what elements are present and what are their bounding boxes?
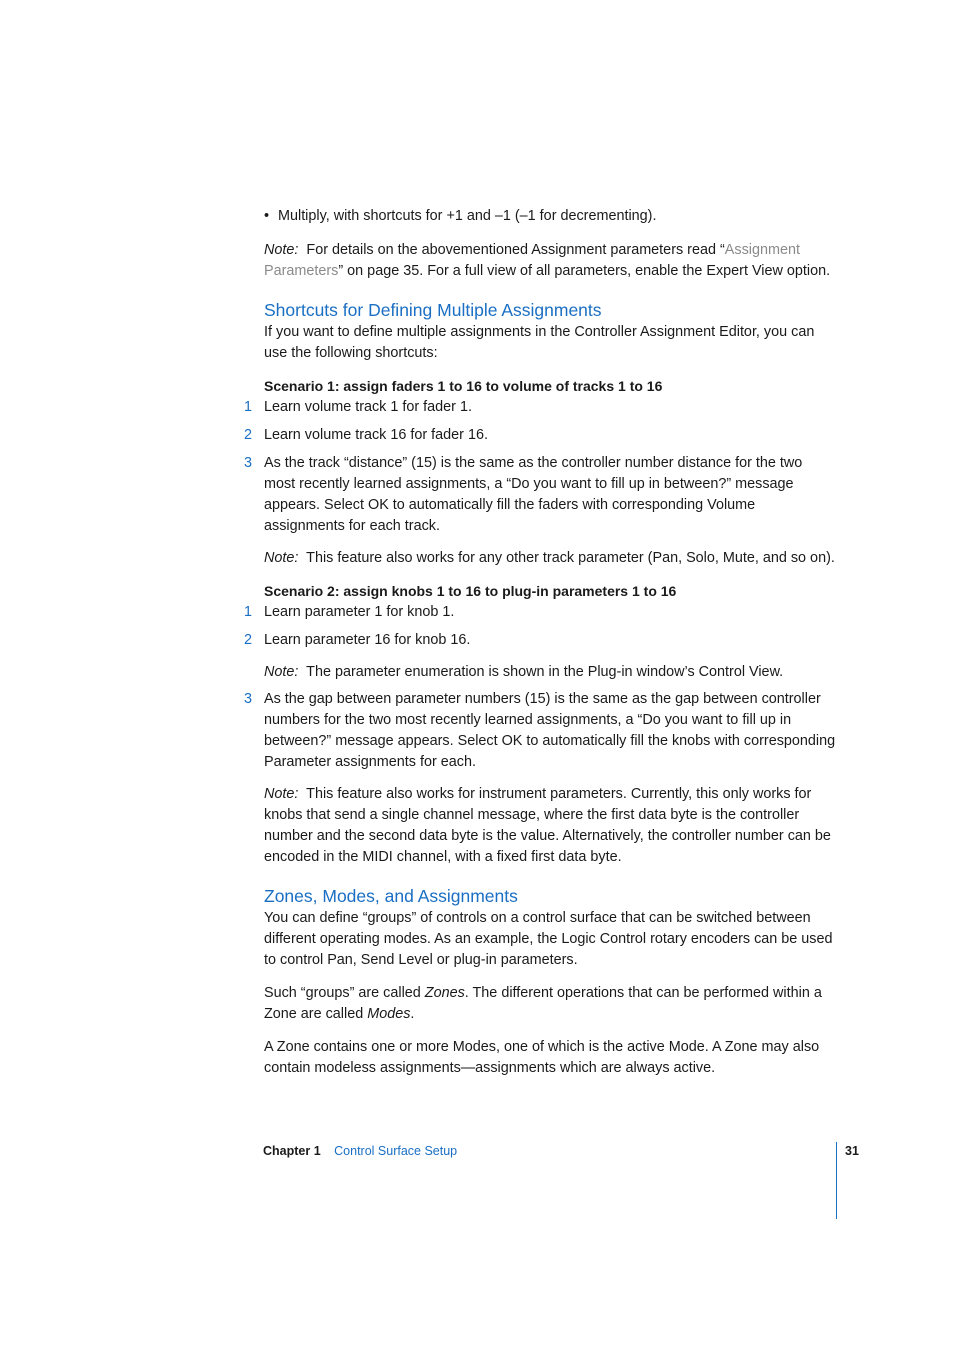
note-text: This feature also works for any other track parameter (Pan, Solo, Mute, and so on).	[306, 550, 835, 566]
scenario-2-mid-note	[264, 662, 836, 683]
note-label: Note:	[264, 242, 299, 258]
zones-para-2	[264, 983, 836, 1025]
note-text-pre: For details on the abovementioned Assignment parameters read “	[306, 242, 725, 258]
text-run: . The different operations that can be performed within a Zone are called	[264, 985, 822, 1022]
step-text: Learn volume track 16 for fader 16.	[264, 427, 488, 443]
note-label: Note:	[264, 550, 299, 566]
step-number: 1	[244, 604, 253, 620]
text-run: .	[410, 1006, 415, 1022]
footer-chapter-title[interactable]: Control Surface Setup	[334, 1144, 458, 1158]
scenario-1-step	[244, 453, 836, 537]
step-number: 3	[244, 455, 253, 471]
scenario-2-step	[244, 630, 836, 651]
note-text: This feature also works for instrument parameters. Currently, this only works for knobs that send a single channel message, where the first data byte is the controller number and the second data byte is the value. Alternatively, the controller number can be encoded in the MIDI channel, with a fixed first data byte.	[264, 786, 831, 865]
shortcuts-intro: If you want to define multiple assignments in the Controller Assignment Editor, you can use the following shortcuts:	[264, 324, 815, 361]
step-text: Learn volume track 1 for fader 1.	[264, 399, 472, 415]
note-text: The parameter enumeration is shown in the Plug-in window’s Control View.	[306, 664, 784, 680]
step-number: 2	[244, 427, 253, 443]
note-label: Note:	[264, 664, 299, 680]
zones-para-3: A Zone contains one or more Modes, one of which is the active Mode. A Zone may also contain modeless assignments—assignments which are always active.	[264, 1039, 820, 1076]
bullet-item	[264, 206, 836, 227]
step-number: 2	[244, 632, 253, 648]
term-modes: Modes	[367, 1006, 411, 1022]
note-text-post: ” on page 35. For a full view of all parameters, enable the Expert View option.	[338, 263, 831, 279]
scenario-1-title: Scenario 1: assign faders 1 to 16 to volume of tracks 1 to 16	[264, 378, 663, 394]
bullet-glyph: •	[264, 208, 270, 224]
scenario-1-step	[244, 425, 836, 446]
step-text: Learn parameter 1 for knob 1.	[264, 604, 455, 620]
scenario-2-title: Scenario 2: assign knobs 1 to 16 to plug-in parameters 1 to 16	[264, 583, 677, 599]
term-zones: Zones	[424, 985, 465, 1001]
footer-chapter: Chapter 1	[263, 1144, 321, 1158]
note-label: Note:	[264, 786, 299, 802]
page-body	[244, 206, 836, 1091]
assignment-parameters-link[interactable]: Assignment Parameters	[264, 242, 800, 279]
heading-zones-modes: Zones, Modes, and Assignments	[264, 886, 518, 906]
scenario-1-step	[244, 397, 836, 418]
footer-divider	[836, 1142, 837, 1219]
step-number: 1	[244, 399, 253, 415]
step-text: As the track “distance” (15) is the same as the controller number distance for the two most recently learned assignments, a “Do you want to fill up in between?” message appears. Select OK to automatically fill the faders with corresponding Volume assignments for each track.	[264, 455, 803, 534]
step-number: 3	[244, 691, 253, 707]
page-footer	[263, 1142, 457, 1160]
scenario-1-note	[264, 548, 836, 569]
step-text: Learn parameter 16 for knob 16.	[264, 632, 471, 648]
zones-para-1: You can define “groups” of controls on a control surface that can be switched between different operating modes. As an example, the Logic Control rotary encoders can be used to control Pan, Send Level or plug-in parameters.	[264, 910, 833, 968]
page-number: 31	[845, 1144, 859, 1158]
note-assignment-parameters	[264, 240, 836, 282]
scenario-2-step	[244, 602, 836, 623]
scenario-2-step	[244, 689, 836, 773]
step-text: As the gap between parameter numbers (15) is the same as the gap between controller numbers for the two most recently learned assignments, a “Do you want to fill up in between?” message appears. Select OK to automatically fill the knobs with corresponding Parameter assignments for each.	[264, 691, 836, 770]
bullet-text: Multiply, with shortcuts for +1 and –1 (–1 for decrementing).	[278, 208, 657, 224]
heading-shortcuts: Shortcuts for Defining Multiple Assignments	[264, 300, 602, 320]
text-run: Such “groups” are called	[264, 985, 425, 1001]
scenario-2-note	[264, 784, 836, 868]
